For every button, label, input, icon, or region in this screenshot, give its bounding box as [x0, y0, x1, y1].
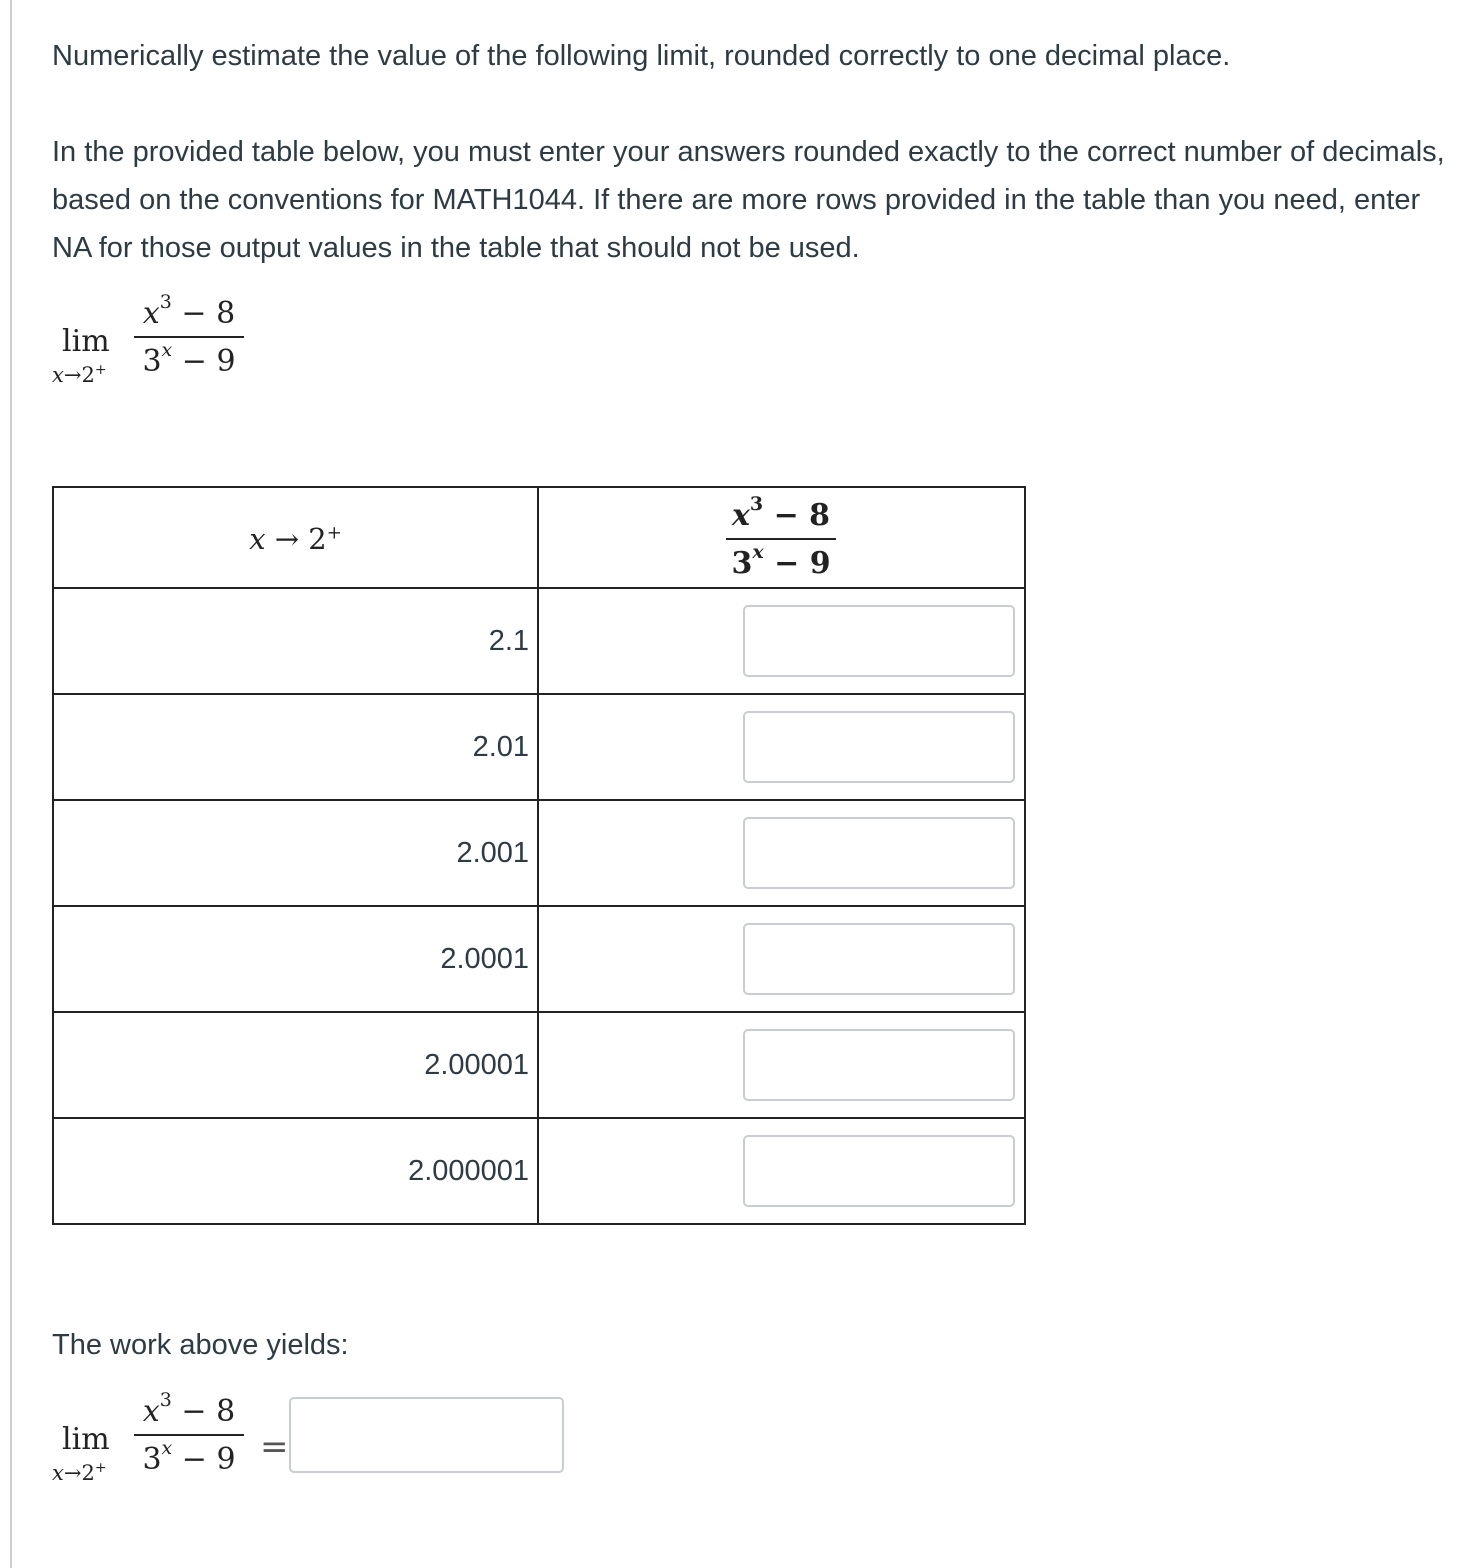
- header-x-approach: x → 2+: [53, 487, 538, 588]
- x-value: 2.00001: [53, 1012, 538, 1118]
- limit-fraction: $x^3 - 8$ $3^x - 9$: [134, 1394, 244, 1478]
- table-row: [53, 800, 1025, 906]
- table-row: [53, 1012, 1025, 1118]
- table-row: [53, 694, 1025, 800]
- answer-input-1[interactable]: [743, 605, 1015, 677]
- final-answer-input[interactable]: [289, 1397, 564, 1473]
- table-header-row: [53, 487, 1025, 588]
- answer-input-4[interactable]: [743, 923, 1015, 995]
- table-instructions: In the provided table below, you must enter your answers rounded exactly to the correct number of decimals, based on the conventions for MATH1044. If there are more rows provided in the table than you need, enter NA for those output values in the table that should not be used.: [52, 136, 1445, 264]
- x-value: 2.001: [53, 800, 538, 906]
- table-row: [53, 588, 1025, 694]
- x-value: 2.01: [53, 694, 538, 800]
- x-value: 2.000001: [53, 1118, 538, 1224]
- lim-subscript: x→2+: [52, 362, 107, 387]
- limit-expression-bottom: [52, 1389, 272, 1494]
- left-border: [10, 0, 12, 1568]
- instruction-text: Numerically estimate the value of the following limit, rounded correctly to one decimal place.: [52, 40, 1231, 72]
- equals-sign: =: [260, 1427, 289, 1467]
- x-value: 2.1: [53, 588, 538, 694]
- lim-label: lim: [62, 324, 110, 359]
- answer-input-3[interactable]: [743, 817, 1015, 889]
- conclusion-text: The work above yields:: [52, 1329, 349, 1361]
- answer-input-6[interactable]: [743, 1135, 1015, 1207]
- x-value: 2.0001: [53, 906, 538, 1012]
- answer-input-2[interactable]: [743, 711, 1015, 783]
- answer-input-5[interactable]: [743, 1029, 1015, 1101]
- limit-expression-top: [52, 291, 272, 396]
- values-table: [52, 486, 1026, 1225]
- lim-label: lim: [62, 1422, 110, 1457]
- limit-fraction: $x^3 - 8$ $3^x - 9$: [134, 296, 244, 380]
- header-function: $x^3 - 8$ $3^x - 9$: [538, 487, 1025, 588]
- lim-subscript: x→2+: [52, 1460, 107, 1485]
- table-row: [53, 1118, 1025, 1224]
- table-row: [53, 906, 1025, 1012]
